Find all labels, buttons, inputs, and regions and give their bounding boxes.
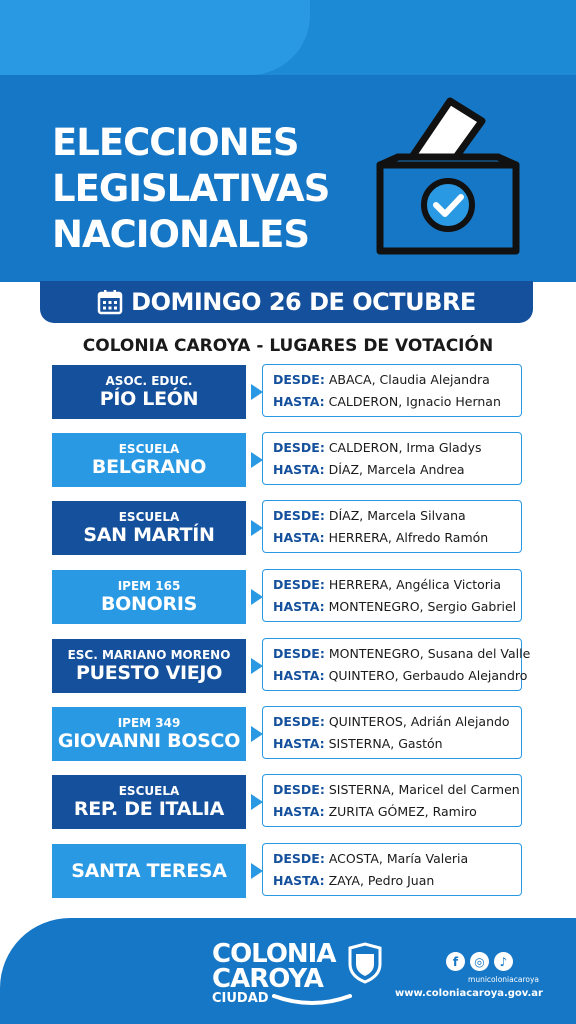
range-from-name: CALDERON, Irma Gladys [328, 439, 482, 455]
logo-line-1: COLONIA [212, 939, 336, 969]
voter-range-box [262, 432, 522, 485]
website-link[interactable]: www.coloniacaroya.gov.ar [394, 988, 543, 999]
range-to-label: HASTA: [273, 803, 325, 819]
title-line-3: NACIONALES [52, 213, 310, 256]
voter-range-box [262, 638, 531, 691]
range-from-name: QUINTEROS, Adrián Alejando [328, 713, 510, 729]
range-to [273, 733, 521, 755]
range-to [273, 870, 521, 892]
school-type: ESC. MARIANO MORENO [67, 648, 231, 662]
location-row [52, 500, 526, 555]
range-to-name: SISTERNA, Gastón [328, 735, 443, 751]
range-to [273, 459, 521, 481]
logo-line-2: CAROYA [212, 964, 323, 994]
location-row [52, 432, 526, 487]
section-subtitle: COLONIA CAROYA - LUGARES DE VOTACIÓN [82, 336, 494, 356]
range-from-label: DESDE: [273, 576, 325, 592]
range-to-label: HASTA: [273, 529, 325, 545]
school-name: PÍO LEÓN [99, 388, 199, 410]
instagram-icon[interactable]: ◎ [470, 952, 489, 971]
social-handle: municoloniacaroya [468, 975, 539, 984]
school-name-box [52, 365, 246, 419]
range-from-label: DESDE: [273, 781, 325, 797]
school-name: PUESTO VIEJO [75, 662, 223, 684]
voter-range-box [262, 364, 522, 417]
school-name-box [52, 707, 246, 761]
range-to-label: HASTA: [273, 393, 325, 409]
school-name-box [52, 570, 246, 624]
school-name: BELGRANO [91, 456, 207, 478]
page-title [52, 120, 329, 258]
range-from [273, 574, 521, 596]
range-to-label: HASTA: [273, 598, 325, 614]
calendar-icon [97, 289, 123, 315]
logo-line-3: CIUDAD [212, 991, 269, 1006]
range-from-name: ACOSTA, María Valeria [328, 850, 469, 866]
range-to [273, 596, 521, 618]
tiktok-icon[interactable]: ♪ [494, 952, 513, 971]
range-to-name: MONTENEGRO, Sergio Gabriel [328, 598, 517, 614]
range-from-name: DÍAZ, Marcela Silvana [328, 507, 466, 523]
range-to [273, 391, 521, 413]
location-row [52, 364, 526, 419]
school-name: SAN MARTÍN [83, 524, 215, 546]
range-from [273, 437, 521, 459]
location-row [52, 569, 526, 624]
range-from-label: DESDE: [273, 645, 325, 661]
range-from [273, 848, 521, 870]
school-type: ESCUELA [118, 442, 180, 456]
header-highlight [0, 0, 310, 75]
school-type: IPEM 165 [117, 579, 181, 593]
school-type: ASOC. EDUC. [105, 374, 193, 388]
location-row [52, 638, 531, 693]
range-to-label: HASTA: [273, 461, 325, 477]
school-name: REP. DE ITALIA [73, 798, 225, 820]
voter-range-box [262, 500, 522, 553]
range-from [273, 505, 521, 527]
location-row [52, 774, 526, 829]
range-from-label: DESDE: [273, 850, 325, 866]
voter-range-box [262, 843, 522, 896]
social-icons [446, 952, 513, 971]
title-line-1: ELECCIONES [52, 121, 299, 164]
range-to-name: ZAYA, Pedro Juan [328, 872, 435, 888]
range-from [273, 369, 521, 391]
school-name-box [52, 775, 246, 829]
range-to-name: HERRERA, Alfredo Ramón [328, 529, 489, 545]
location-row [52, 706, 526, 761]
school-name-box [52, 501, 246, 555]
range-to-label: HASTA: [273, 667, 325, 683]
school-name: GIOVANNI BOSCO [57, 730, 241, 752]
range-from-name: HERRERA, Angélica Victoria [328, 576, 502, 592]
range-to [273, 665, 528, 687]
title-line-2: LEGISLATIVAS [52, 167, 330, 210]
election-date: DOMINGO 26 DE OCTUBRE [131, 288, 476, 316]
date-banner [40, 281, 533, 323]
range-to-name: QUINTERO, Gerbaudo Alejandro [328, 667, 528, 683]
range-from-label: DESDE: [273, 371, 325, 387]
facebook-icon[interactable]: f [446, 952, 465, 971]
range-to-label: HASTA: [273, 735, 325, 751]
voter-range-box [262, 774, 522, 827]
range-from-label: DESDE: [273, 439, 325, 455]
range-from [273, 643, 531, 665]
range-to-name: ZURITA GÓMEZ, Ramiro [328, 803, 477, 819]
ballot-box-icon [372, 95, 524, 257]
range-from [273, 779, 521, 801]
range-to-label: HASTA: [273, 872, 325, 888]
range-to [273, 527, 521, 549]
school-name: BONORIS [101, 593, 197, 615]
voter-range-box [262, 569, 522, 622]
school-name-box [52, 433, 246, 487]
voter-range-box [262, 706, 522, 759]
range-to [273, 801, 521, 823]
range-from [273, 711, 521, 733]
range-from-name: SISTERNA, Maricel del Carmen [328, 781, 520, 797]
range-to-name: DÍAZ, Marcela Andrea [328, 461, 465, 477]
range-from-label: DESDE: [273, 713, 325, 729]
range-from-name: ABACA, Claudia Alejandra [328, 371, 490, 387]
range-to-name: CALDERON, Ignacio Hernan [328, 393, 501, 409]
range-from-name: MONTENEGRO, Susana del Valle [328, 645, 531, 661]
school-type: ESCUELA [118, 510, 180, 524]
school-name-box [52, 639, 246, 693]
location-row [52, 843, 526, 898]
school-type: ESCUELA [118, 784, 180, 798]
school-name: SANTA TERESA [71, 860, 227, 882]
school-type: IPEM 349 [117, 716, 181, 730]
range-from-label: DESDE: [273, 507, 325, 523]
school-name-box [52, 844, 246, 898]
